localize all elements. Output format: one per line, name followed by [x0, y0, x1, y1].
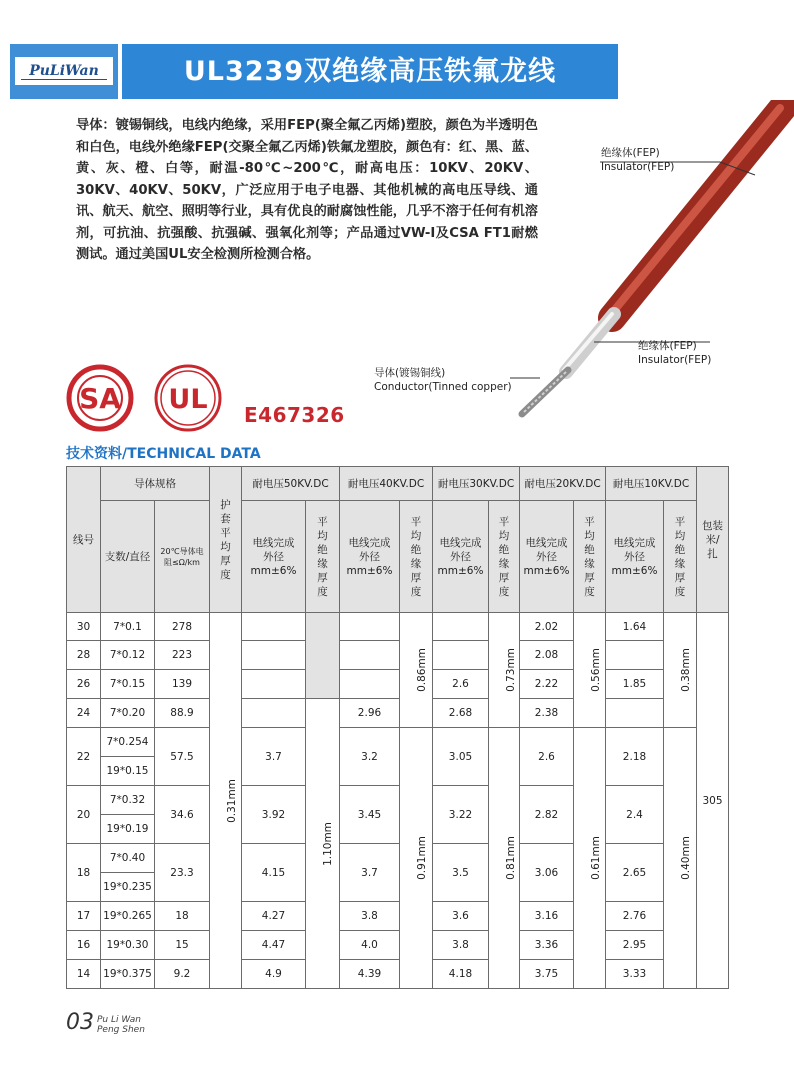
header-pack-text: 包装米/扎 — [702, 519, 723, 560]
cell-strand-alt: 19*0.19 — [101, 815, 155, 844]
brand-logo: PuLiWan — [29, 63, 99, 79]
cell-od50: 3.7 — [242, 728, 306, 786]
callout-inner-insulator — [638, 339, 711, 367]
cell-resistance: 18 — [155, 902, 210, 931]
cell-od10: 1.85 — [606, 670, 664, 699]
cell-ins50-blank — [306, 613, 340, 699]
table-row — [67, 902, 729, 931]
header-ins-10 — [664, 501, 697, 613]
callout-conductor — [374, 366, 512, 394]
header-10kv-text: 耐电压10KV.DC — [612, 478, 690, 490]
header-ins-30 — [489, 501, 520, 613]
header-ins-40 — [400, 501, 433, 613]
cell-od20: 2.6 — [520, 728, 574, 786]
header-od-10-text: 电线完成外径mm±6% — [611, 536, 658, 577]
cell-resistance: 23.3 — [155, 844, 210, 902]
table-row — [67, 670, 729, 699]
cable-outer-jacket-highlight — [608, 108, 780, 318]
cell-od50: 4.9 — [242, 960, 306, 989]
header-strand-text: 支数/直径 — [104, 551, 151, 563]
cell-od40 — [340, 670, 400, 699]
header-30kv — [433, 467, 520, 501]
ins40-a-text: 0.86mm — [415, 648, 428, 692]
cell-resistance: 34.6 — [155, 786, 210, 844]
cell-ins10-b — [664, 728, 697, 989]
callout-conductor-en: Conductor(Tinned copper) — [374, 381, 512, 393]
cell-strand: 19*0.30 — [101, 931, 155, 960]
cell-od10 — [606, 699, 664, 728]
cell-awg: 28 — [67, 641, 101, 670]
header-20kv — [520, 467, 606, 501]
cell-od30: 3.5 — [433, 844, 489, 902]
cell-od30: 3.8 — [433, 931, 489, 960]
cell-awg: 22 — [67, 728, 101, 786]
header-resistance-text: 20℃导体电阻≤Ω/km — [160, 546, 204, 567]
cell-od40 — [340, 641, 400, 670]
cell-resistance: 223 — [155, 641, 210, 670]
cell-od10 — [606, 641, 664, 670]
header-gauge-text: 线号 — [73, 534, 94, 546]
header-jacket — [210, 467, 242, 613]
cell-ins30-b — [489, 728, 520, 989]
header-od-40-text: 电线完成外径mm±6% — [346, 536, 393, 577]
technical-data-heading: 技术资料/TECHNICAL DATA — [66, 446, 261, 462]
header-resistance — [155, 501, 210, 613]
table-row — [67, 641, 729, 670]
cell-od50 — [242, 670, 306, 699]
callout-inner-cn: 绝缘体(FEP) — [638, 340, 697, 352]
cell-od30: 4.18 — [433, 960, 489, 989]
header-ins-30-text: 平均绝缘厚度 — [498, 515, 510, 598]
ins50-text: 1.10mm — [321, 821, 334, 866]
header-od-10 — [606, 501, 664, 613]
header-pack — [697, 467, 729, 613]
cell-pack-merged — [697, 613, 729, 989]
cell-ins40-b — [400, 728, 433, 989]
header-ins-10-text: 平均绝缘厚度 — [674, 515, 686, 598]
cell-od20: 2.22 — [520, 670, 574, 699]
cell-od50: 4.27 — [242, 902, 306, 931]
cell-strand: 7*0.20 — [101, 699, 155, 728]
cell-strand: 7*0.12 — [101, 641, 155, 670]
header-od-40 — [340, 501, 400, 613]
header-od-30-text: 电线完成外径mm±6% — [437, 536, 484, 577]
header-40kv — [340, 467, 433, 501]
footer-brand — [97, 1015, 145, 1035]
cell-od10: 2.95 — [606, 931, 664, 960]
cell-od50 — [242, 613, 306, 641]
cell-od10: 3.33 — [606, 960, 664, 989]
ins30-b-text: 0.81mm — [504, 836, 517, 880]
table-row — [67, 728, 729, 757]
header-30kv-text: 耐电压30KV.DC — [437, 478, 515, 490]
header-jacket-text: 护套平均厚度 — [220, 498, 231, 581]
ul-file-number: E467326 — [244, 403, 345, 427]
page-number: 03 — [66, 1010, 94, 1035]
footer-brand-line2: Peng Shen — [97, 1025, 145, 1035]
product-description: 导体：镀锡铜线，电线内绝缘，采用FEP(聚全氟乙丙烯)塑胶，颜色为半透明色和白色，电线外绝缘FEP(交聚全氟乙丙烯)铁氟龙塑胶，颜色有：红、黑、蓝、黄、灰、橙、白等，耐温-80℃~200℃，耐高电压：10KV、20KV、30KV、40KV、50KV，广泛应用于电子电器、其他机械的高电压导线、通讯、航天、航空、照明等行业，具有优良的耐腐蚀性能，几乎不溶于任何有机溶剂，可抗油、抗强酸、抗强碱、强氧化剂等；产品通过VW-I及CSA FT1耐燃测试。通过美国UL安全检测所检测合格。 — [76, 118, 538, 262]
cell-od30 — [433, 641, 489, 670]
callout-outer-en: Insulator(FEP) — [601, 161, 675, 173]
cell-awg: 20 — [67, 786, 101, 844]
cell-od30: 2.68 — [433, 699, 489, 728]
header-ins-50 — [306, 501, 340, 613]
header-20kv-text: 耐电压20KV.DC — [524, 478, 601, 490]
ins10-a-text: 0.38mm — [679, 648, 692, 692]
table-row — [67, 613, 729, 641]
header-10kv — [606, 467, 697, 501]
cell-od20: 3.75 — [520, 960, 574, 989]
cell-od10: 2.4 — [606, 786, 664, 844]
cell-od50: 4.15 — [242, 844, 306, 902]
cell-strand: 19*0.265 — [101, 902, 155, 931]
cell-od50: 4.47 — [242, 931, 306, 960]
header-conductor-spec-text: 导体规格 — [134, 478, 176, 490]
logo-underline — [21, 79, 107, 80]
cell-od20: 2.08 — [520, 641, 574, 670]
cell-od40: 3.45 — [340, 786, 400, 844]
ins30-a-text: 0.73mm — [504, 648, 517, 692]
cell-resistance: 57.5 — [155, 728, 210, 786]
cell-strand-alt: 19*0.15 — [101, 757, 155, 786]
cell-awg: 14 — [67, 960, 101, 989]
cell-strand: 7*0.40 — [101, 844, 155, 873]
cell-awg: 18 — [67, 844, 101, 902]
cell-resistance: 9.2 — [155, 960, 210, 989]
header-ins-40-text: 平均绝缘厚度 — [410, 515, 422, 598]
csa-logo-text: SA — [79, 382, 121, 415]
table-row — [67, 960, 729, 989]
cell-od30: 3.22 — [433, 786, 489, 844]
cell-resistance: 15 — [155, 931, 210, 960]
table-row — [67, 786, 729, 815]
header-50kv-text: 耐电压50KV.DC — [252, 478, 329, 490]
cell-awg: 26 — [67, 670, 101, 699]
cell-od20: 2.38 — [520, 699, 574, 728]
cell-strand: 7*0.1 — [101, 613, 155, 641]
cell-strand: 7*0.32 — [101, 786, 155, 815]
ins10-b-text: 0.40mm — [679, 836, 692, 880]
cell-od40: 3.8 — [340, 902, 400, 931]
cell-jacket-merged — [210, 613, 242, 989]
brand-logo-frame — [15, 57, 113, 85]
cell-awg: 16 — [67, 931, 101, 960]
cell-od40: 2.96 — [340, 699, 400, 728]
cell-ins20-b — [574, 728, 606, 989]
cell-od20: 2.02 — [520, 613, 574, 641]
header-od-20-text: 电线完成外径mm±6% — [523, 536, 570, 577]
cell-resistance: 278 — [155, 613, 210, 641]
cell-od30: 2.6 — [433, 670, 489, 699]
header-strand — [101, 501, 155, 613]
header-50kv — [242, 467, 340, 501]
cell-awg: 30 — [67, 613, 101, 641]
page-title: UL3239双绝缘高压铁氟龙线 — [183, 56, 557, 87]
cell-awg: 17 — [67, 902, 101, 931]
ul-logo-text: UL — [168, 384, 208, 415]
header-od-30 — [433, 501, 489, 613]
cell-strand: 7*0.15 — [101, 670, 155, 699]
technical-data-table — [66, 466, 729, 989]
cell-resistance: 139 — [155, 670, 210, 699]
cell-ins30-a — [489, 613, 520, 728]
cell-strand: 19*0.375 — [101, 960, 155, 989]
cell-ins40-a — [400, 613, 433, 728]
header-ins-50-text: 平均绝缘厚度 — [317, 515, 328, 598]
header-ins-20 — [574, 501, 606, 613]
ins20-a-text: 0.56mm — [589, 648, 602, 692]
cell-od50 — [242, 641, 306, 670]
cell-ins20-a — [574, 613, 606, 728]
cell-od10: 2.65 — [606, 844, 664, 902]
header-od-20 — [520, 501, 574, 613]
header-od-50 — [242, 501, 306, 613]
header-ins-20-text: 平均绝缘厚度 — [584, 515, 595, 598]
cell-od10: 2.18 — [606, 728, 664, 786]
header-40kv-text: 耐电压40KV.DC — [347, 478, 425, 490]
cell-od10: 1.64 — [606, 613, 664, 641]
cell-od40: 3.7 — [340, 844, 400, 902]
cell-od50: 3.92 — [242, 786, 306, 844]
cell-od30: 3.05 — [433, 728, 489, 786]
ins40-b-text: 0.91mm — [415, 836, 428, 880]
cell-od40 — [340, 613, 400, 641]
header-gauge — [67, 467, 101, 613]
jacket-thickness: 0.31mm — [225, 778, 238, 823]
cell-ins10-a — [664, 613, 697, 728]
cell-strand: 7*0.254 — [101, 728, 155, 757]
cell-strand-alt: 19*0.235 — [101, 873, 155, 902]
callout-conductor-cn: 导体(镀锡铜线) — [374, 367, 446, 379]
cell-od10: 2.76 — [606, 902, 664, 931]
table-row — [67, 844, 729, 873]
footer-brand-line1: Pu Li Wan — [97, 1015, 141, 1025]
cell-ins50-merged — [306, 699, 340, 989]
header-od-50-text: 电线完成外径mm±6% — [250, 536, 297, 577]
cell-od50 — [242, 699, 306, 728]
cell-od20: 3.36 — [520, 931, 574, 960]
cell-od20: 3.16 — [520, 902, 574, 931]
cell-od40: 3.2 — [340, 728, 400, 786]
cell-od30 — [433, 613, 489, 641]
ins20-b-text: 0.61mm — [589, 836, 602, 880]
table-row — [67, 699, 729, 728]
brand-logo-box — [10, 44, 118, 99]
cell-od40: 4.39 — [340, 960, 400, 989]
cell-resistance: 88.9 — [155, 699, 210, 728]
title-banner — [122, 44, 618, 99]
cell-od40: 4.0 — [340, 931, 400, 960]
cell-od20: 3.06 — [520, 844, 574, 902]
page-header — [10, 44, 618, 99]
callout-outer-insulator — [601, 146, 674, 174]
cell-od20: 2.82 — [520, 786, 574, 844]
table-row — [67, 931, 729, 960]
callout-outer-cn: 绝缘体(FEP) — [601, 147, 660, 159]
pack-value: 305 — [702, 794, 723, 807]
cell-awg: 24 — [67, 699, 101, 728]
cell-od30: 3.6 — [433, 902, 489, 931]
callout-inner-en: Insulator(FEP) — [638, 354, 712, 366]
header-conductor-spec — [101, 467, 210, 501]
